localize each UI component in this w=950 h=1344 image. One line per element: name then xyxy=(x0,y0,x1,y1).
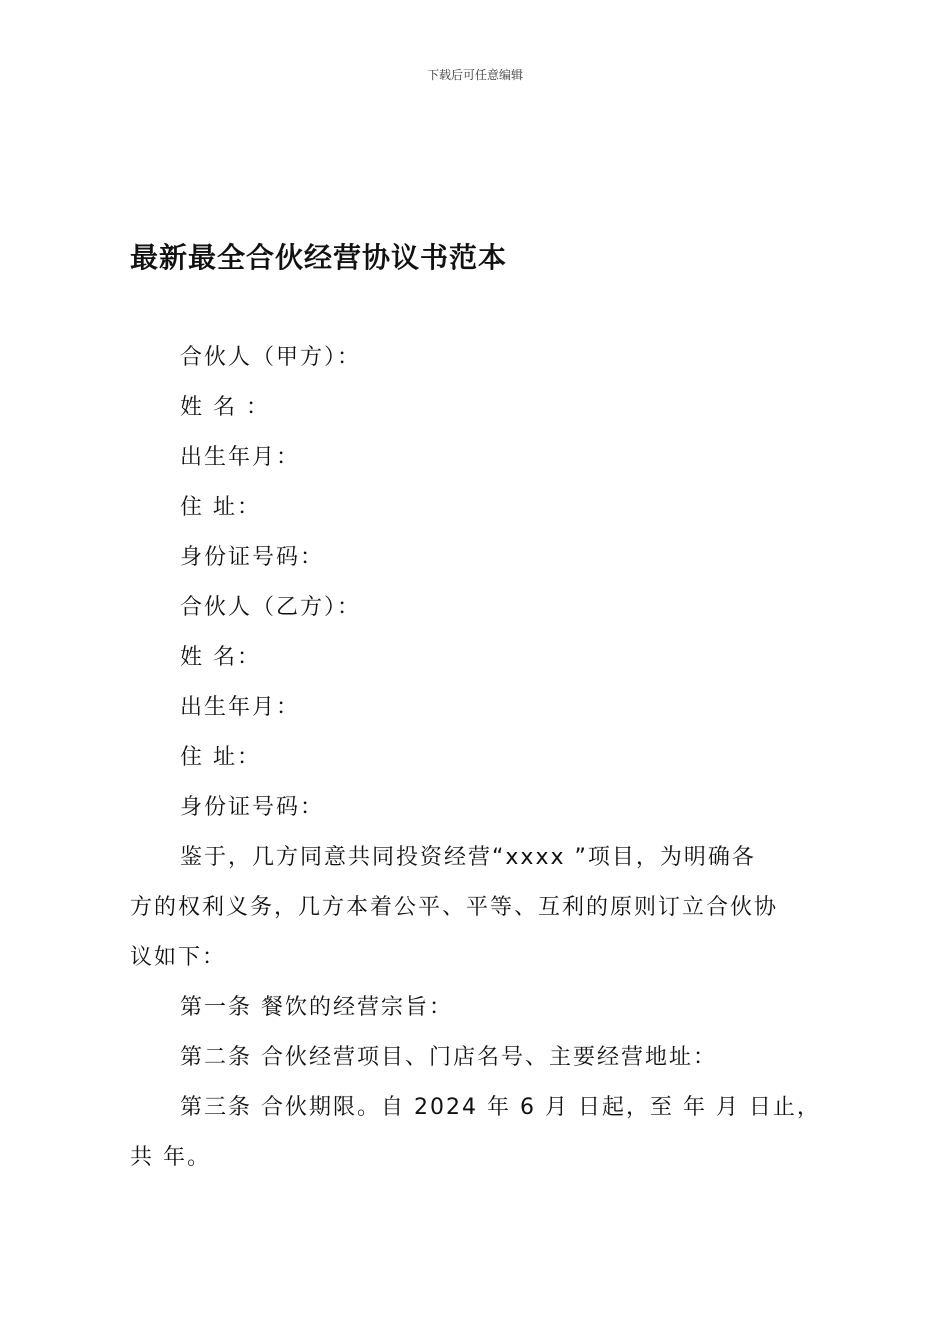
party-b-address-label: 住 址： xyxy=(180,745,261,770)
party-b-heading: 合伙人（乙方）： xyxy=(180,595,362,620)
preamble-line: 议如下： xyxy=(130,945,227,970)
party-b-name-label: 姓 名： xyxy=(180,645,261,670)
document-title: 最新最全合伙经营协议书范本 xyxy=(130,241,508,274)
preamble-line: 方的权利义务，几方本着公平、平等、互利的原则订立合伙协 xyxy=(130,895,779,920)
party-a-name-label: 姓 名 ： xyxy=(180,395,270,420)
article-2: 第二条 合伙经营项目、门店名号、主要经营地址： xyxy=(180,1045,717,1070)
article-1: 第一条 餐饮的经营宗旨： xyxy=(180,995,453,1020)
party-a-heading: 合伙人（甲方）： xyxy=(180,345,362,370)
page-header-note: 下载后可任意编辑 xyxy=(426,68,523,82)
party-a-birth-label: 出生年月： xyxy=(180,445,301,470)
party-a-id-label: 身份证号码： xyxy=(180,545,325,570)
article-3: 第三条 合伙期限。自 2024 年 6 月 日起，至 年 月 日止， xyxy=(180,1095,821,1120)
preamble-line: 鉴于，几方同意共同投资经营“xxxx ”项目，为明确各 xyxy=(180,845,756,870)
party-a-address-label: 住 址： xyxy=(180,495,261,520)
party-b-id-label: 身份证号码： xyxy=(180,795,325,820)
party-b-birth-label: 出生年月： xyxy=(180,695,301,720)
article-3-continuation: 共 年。 xyxy=(130,1145,211,1170)
